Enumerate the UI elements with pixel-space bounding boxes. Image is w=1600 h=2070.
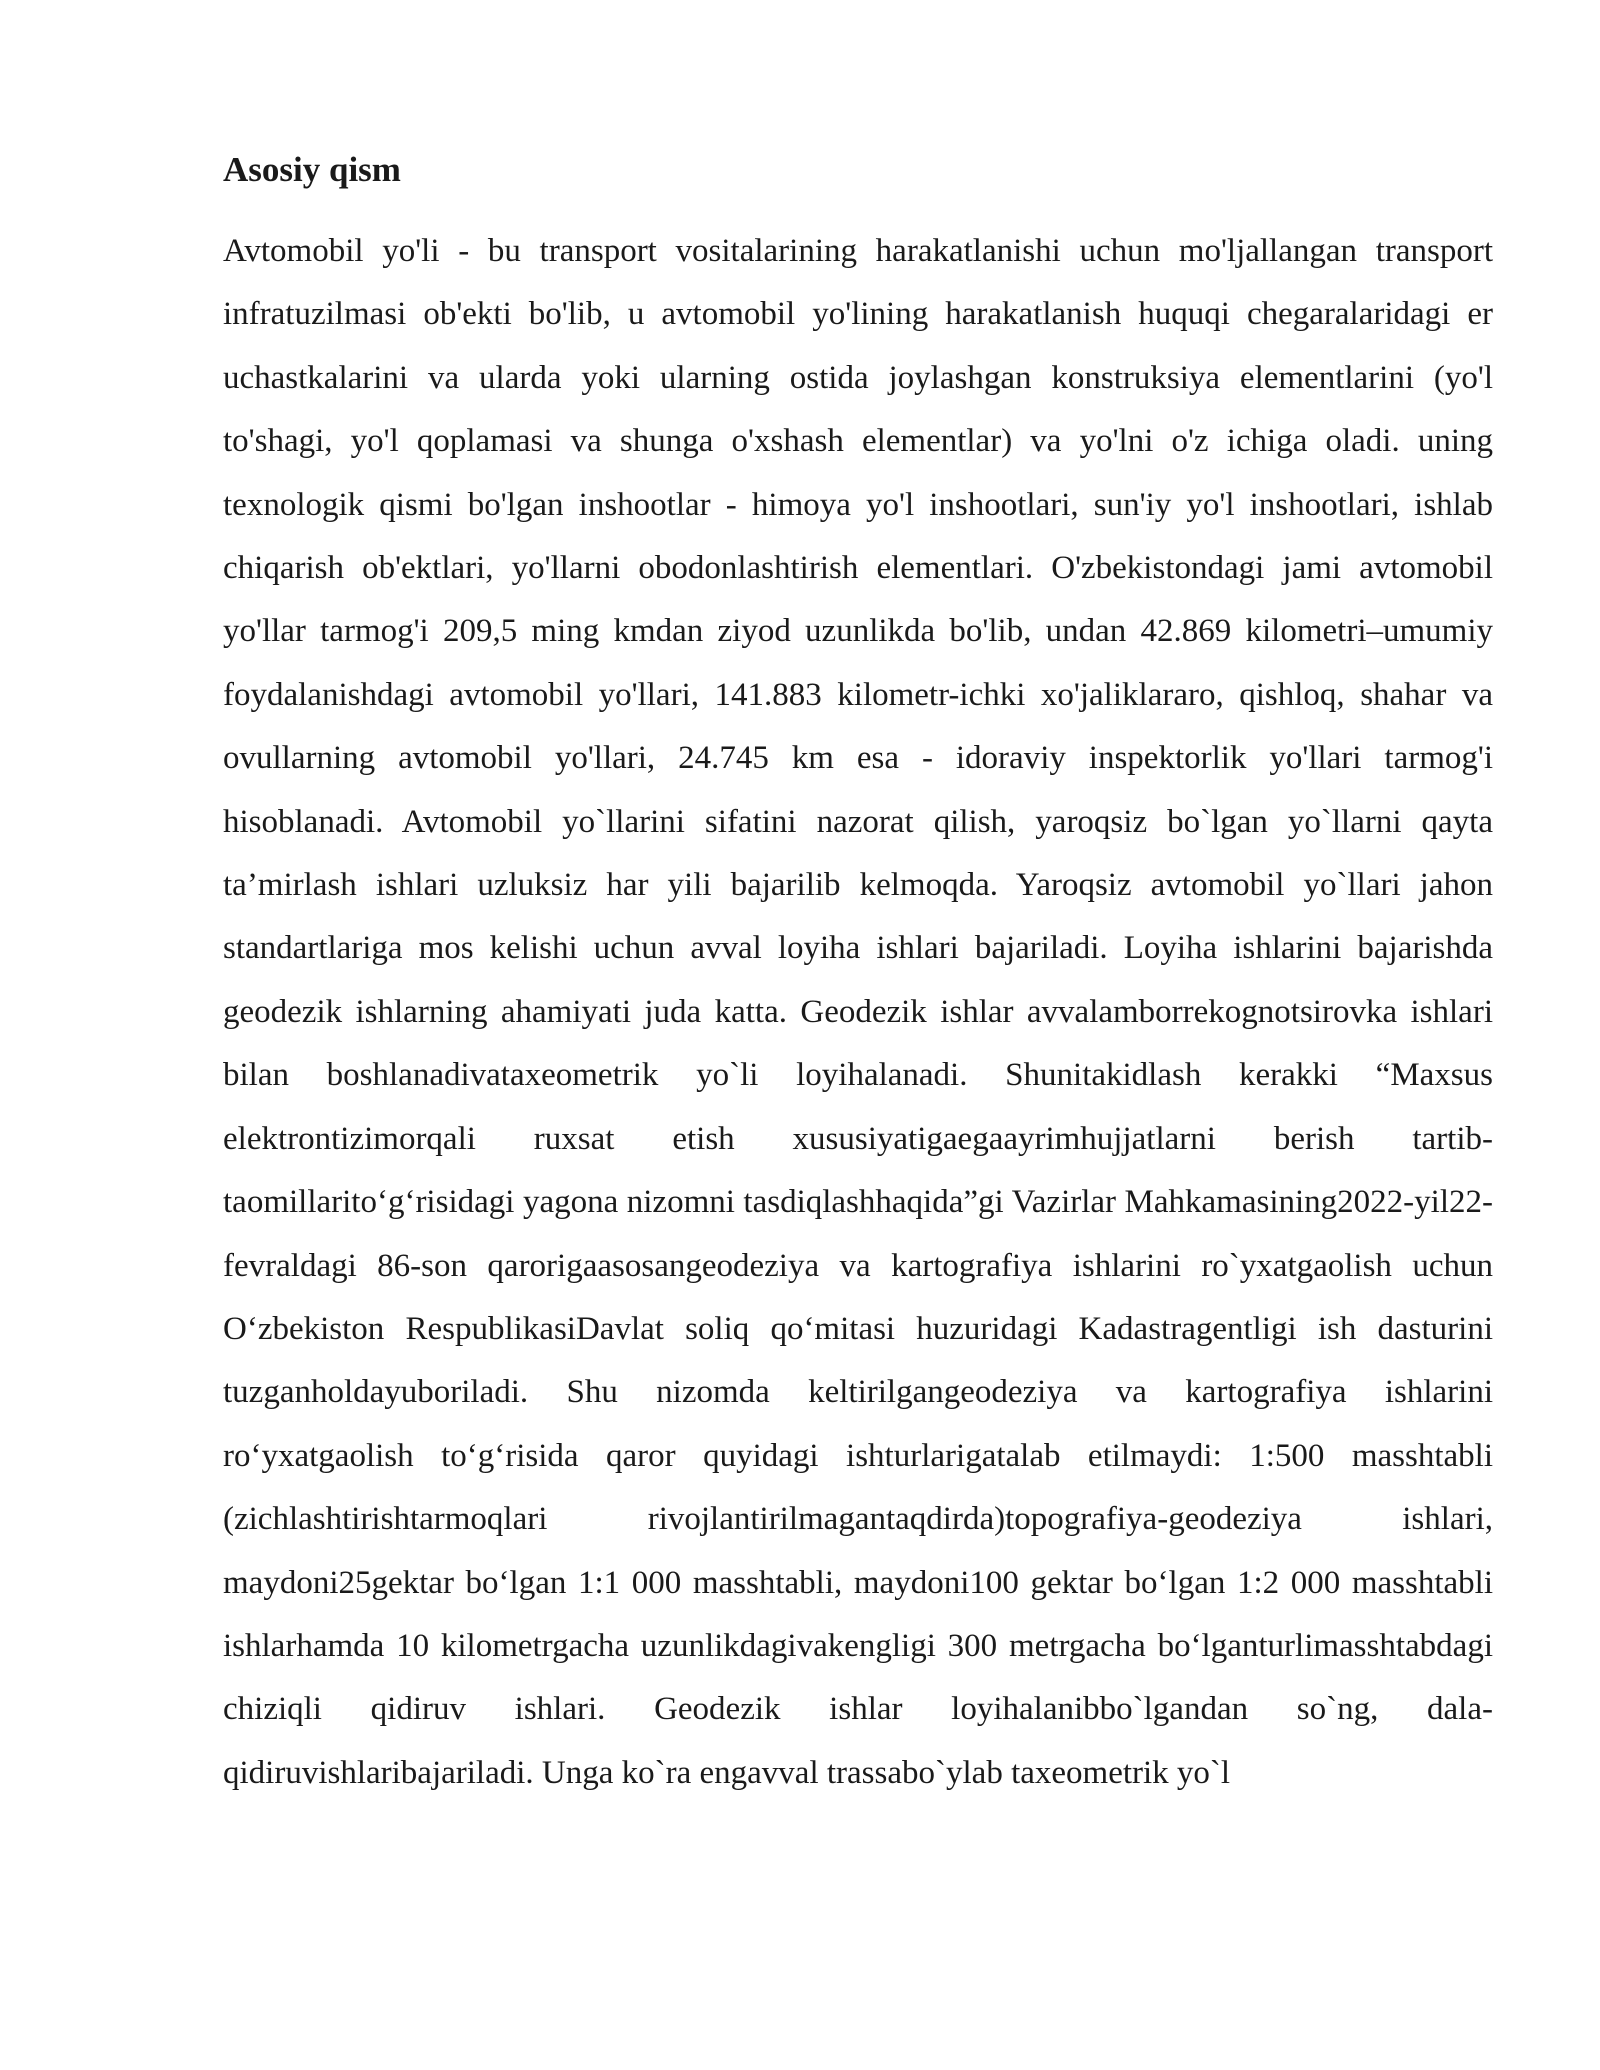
body-paragraph: Avtomobil yo'li - bu transport vositalarining harakatlanishi uchun mo'ljallangan transport infratuzilmasi ob'ekti bo'lib, u avtomobil yo'lining harakatlanish huquqi chegaralaridagi er uchastkalarini va ularda yoki ularning ostida joylashgan konstruksiya elementlarini (yo'l to'shagi, yo'l qoplamasi va shunga o'xshash elementlar) va yo'lni o'z ichiga oladi. uning texnologik qismi bo'lgan inshootlar - himoya yo'l inshootlari, sun'iy yo'l inshootlari, ishlab chiqarish ob'ektlari, yo'llarni obodonlashtirish elementlari. O'zbekistondagi jami avtomobil yo'llar tarmog'i 209,5 ming kmdan ziyod uzunlikda bo'lib, undan 42.869 kilometri–umumiy foydalanishdagi avtomobil yo'llari, 141.883 kilometr-ichki xo'jaliklararo, qishloq, shahar va ovullarning avtomobil yo'llari, 24.745 km esa - idoraviy inspektorlik yo'llari tarmog'i hisoblanadi. Avtomobil yo`llarini sifatini nazorat qilish, yaroqsiz bo`lgan yo`llarni qayta ta’mirlash ishlari uzluksiz har yili bajarilib kelmoqda. Yaroqsiz avtomobil yo`llari jahon standartlariga mos kelishi uchun avval loyiha ishlari bajariladi. Loyiha ishlarini bajarishda geodezik ishlarning ahamiyati juda katta. Geodezik ishlar avvalamborrekognotsirovka ishlari bilan boshlanadivataxeometrik yo`li loyihalanadi. Shunitakidlash kerakki “Maxsus elektrontizimorqali ruxsat etish xususiyatigaegaayrimhujjatlarni berish tartib-taomillarito‘g‘risidagi yagona nizomni tasdiqlashhaqida”gi Vazirlar Mahkamasining2022-yil22-fevraldagi 86-son qarorigaasosangeodeziya va kartografiya ishlarini ro`yxatgaolish uchun O‘zbekiston RespublikasiDavlat soliq qo‘mitasi huzuridagi Kadastragentligi ish dasturini tuzganholdayuboriladi. Shu nizomda keltirilgangeodeziya va kartografiya ishlarini ro‘yxatgaolish to‘g‘risida qaror quyidagi ishturlarigatalab etilmaydi: 1:500 masshtabli (zichlashtirishtarmoqlari rivojlantirilmagantaqdirda)topografiya-geodeziya ishlari, maydoni25gektar bo‘lgan 1:1 000 masshtabli, maydoni100 gektar bo‘lgan 1:2 000 masshtabli ishlarhamda 10 kilometrgacha uzunlikdagivakengligi 300 metrgacha bo‘lganturlimasshtabdagi chiziqli qidiruv ishlari. Geodezik ishlar loyihalanibbo`lgandan so`ng, dala-qidiruvishlaribajariladi. Unga ko`ra engavval trassabo`ylab taxeometrik yo`l bbox=[223, 233, 1493, 1791]
document-content bbox=[223, 148, 1493, 1805]
section-heading: Asosiy qism bbox=[223, 150, 401, 189]
